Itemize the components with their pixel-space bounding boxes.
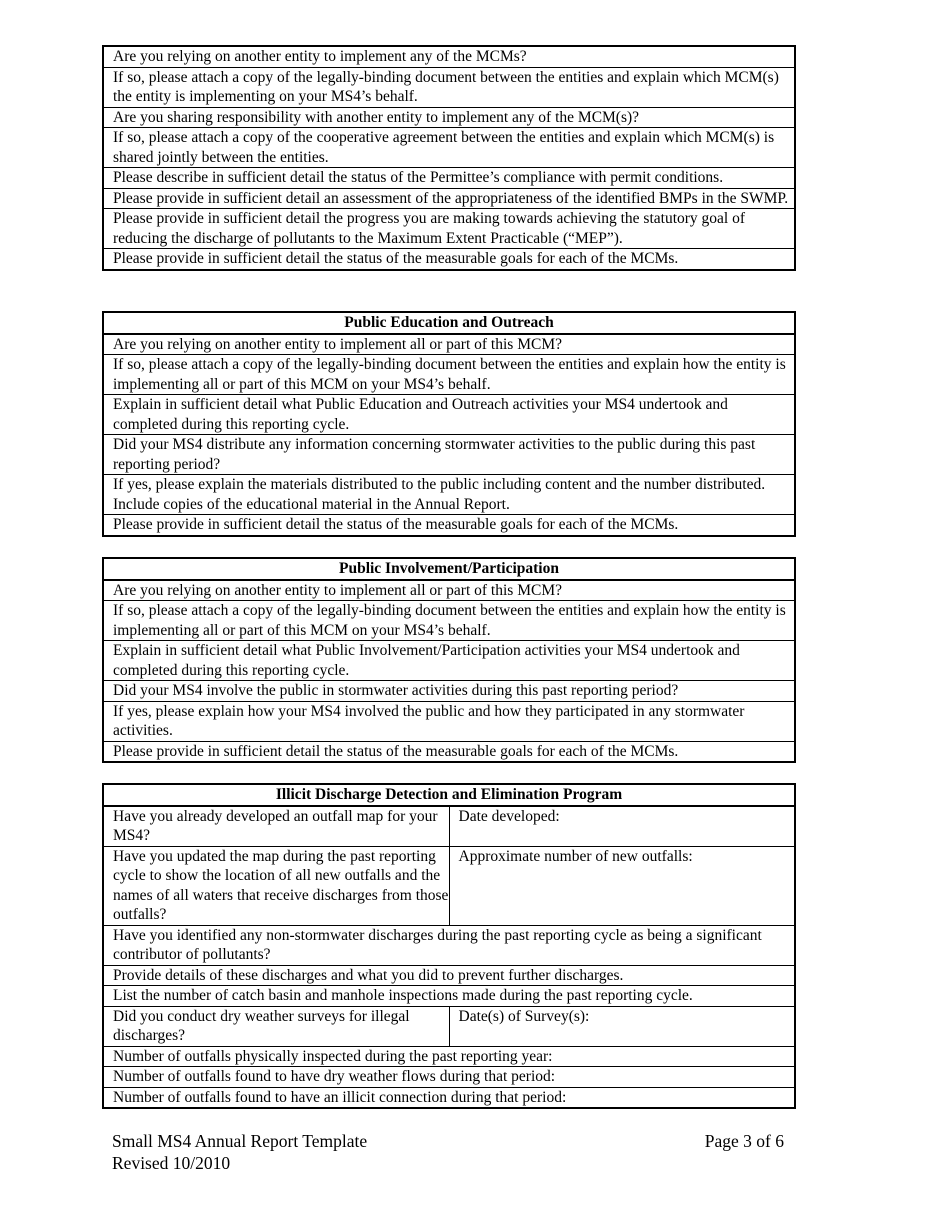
legal-document-question[interactable]: If so, please attach a copy of the legally-binding document between the entities and explain how the entity is implementing all or part of this MCM on your MS4’s behalf. — [103, 355, 795, 395]
legal-document-question[interactable]: If so, please attach a copy of the legally-binding document between the entities and explain how the entity is implementing all or part of this MCM on your MS4’s behalf. — [103, 601, 795, 641]
involve-public-question[interactable]: Did your MS4 involve the public in stormwater activities during this past reporting period? — [103, 681, 795, 702]
section-title: Public Education and Outreach — [103, 312, 795, 334]
template-name: Small MS4 Annual Report Template — [112, 1131, 368, 1151]
public-involvement-table — [102, 557, 796, 763]
mep-progress-question[interactable]: Please provide in sufficient detail the progress you are making towards achieving the statutory goal of reducing the discharge of pollutants to the Maximum Extent Practicable (“MEP”). — [103, 209, 795, 249]
page-number: Page 3 of 6 — [704, 1131, 784, 1151]
discharge-details-field[interactable]: Provide details of these discharges and what you did to prevent further discharges. — [103, 965, 795, 986]
section-title: Public Involvement/Participation — [103, 558, 795, 580]
distribute-information-question[interactable]: Did your MS4 distribute any information concerning stormwater activities to the public during this past reporting period? — [103, 435, 795, 475]
legal-document-question[interactable]: If so, please attach a copy of the legally-binding document between the entities and explain which MCM(s) the entity is implementing on your MS4’s behalf. — [103, 67, 795, 107]
dry-weather-question: Did you conduct dry weather surveys for illegal discharges? — [103, 1006, 449, 1046]
general-questions-table — [102, 45, 796, 271]
updated-map-question: Have you updated the map during the past reporting cycle to show the location of all new outfalls and the names of all waters that receive discharges from those outfalls? — [103, 846, 449, 925]
public-education-table — [102, 311, 796, 537]
page-footer — [112, 1130, 784, 1174]
involvement-activities-question[interactable]: Explain in sufficient detail what Public Involvement/Participation activities your MS4 undertook and completed during this reporting cycle. — [103, 641, 795, 681]
outfalls-inspected-field[interactable]: Number of outfalls physically inspected during the past reporting year: — [103, 1046, 795, 1067]
relying-entity-question[interactable]: Are you relying on another entity to implement all or part of this MCM? — [103, 334, 795, 355]
date-developed-field[interactable]: Date developed: — [449, 806, 795, 847]
bmp-assessment-question[interactable]: Please provide in sufficient detail an assessment of the appropriateness of the identified BMPs in the SWMP. — [103, 188, 795, 209]
cooperative-agreement-question[interactable]: If so, please attach a copy of the cooperative agreement between the entities and explain which MCM(s) is shared jointly between the entities. — [103, 128, 795, 168]
compliance-status-question[interactable]: Please describe in sufficient detail the status of the Permittee’s compliance with permit conditions. — [103, 168, 795, 189]
how-involved-question[interactable]: If yes, please explain how your MS4 involved the public and how they participated in any stormwater activities. — [103, 701, 795, 741]
catch-basin-inspections-field[interactable]: List the number of catch basin and manhole inspections made during the past reporting cycle. — [103, 986, 795, 1007]
measurable-goals-question[interactable]: Please provide in sufficient detail the status of the measurable goals for each of the MCMs. — [103, 515, 795, 536]
revision-date: Revised 10/2010 — [112, 1153, 231, 1173]
materials-distributed-question[interactable]: If yes, please explain the materials distributed to the public including content and the number distributed. Include copies of the educational material in the Annual Report. — [103, 475, 795, 515]
dry-weather-flows-field[interactable]: Number of outfalls found to have dry weather flows during that period: — [103, 1067, 795, 1088]
measurable-goals-question[interactable]: Please provide in sufficient detail the status of the measurable goals for each of the MCMs. — [103, 741, 795, 762]
section-title: Illicit Discharge Detection and Elimination Program — [103, 784, 795, 806]
sharing-responsibility-question[interactable]: Are you sharing responsibility with another entity to implement any of the MCM(s)? — [103, 107, 795, 128]
illicit-discharge-table — [102, 783, 796, 1109]
illicit-connection-field[interactable]: Number of outfalls found to have an illicit connection during that period: — [103, 1087, 795, 1108]
survey-dates-field[interactable]: Date(s) of Survey(s): — [449, 1006, 795, 1046]
non-stormwater-question[interactable]: Have you identified any non-stormwater discharges during the past reporting cycle as being a significant contributor of pollutants? — [103, 925, 795, 965]
relying-entity-question[interactable]: Are you relying on another entity to implement any of the MCMs? — [103, 46, 795, 67]
new-outfalls-field[interactable]: Approximate number of new outfalls: — [449, 846, 795, 925]
relying-entity-question[interactable]: Are you relying on another entity to implement all or part of this MCM? — [103, 580, 795, 601]
outfall-map-question: Have you already developed an outfall map for your MS4? — [103, 806, 449, 847]
measurable-goals-question[interactable]: Please provide in sufficient detail the status of the measurable goals for each of the MCMs. — [103, 249, 795, 270]
education-activities-question[interactable]: Explain in sufficient detail what Public Education and Outreach activities your MS4 undertook and completed during this reporting cycle. — [103, 395, 795, 435]
